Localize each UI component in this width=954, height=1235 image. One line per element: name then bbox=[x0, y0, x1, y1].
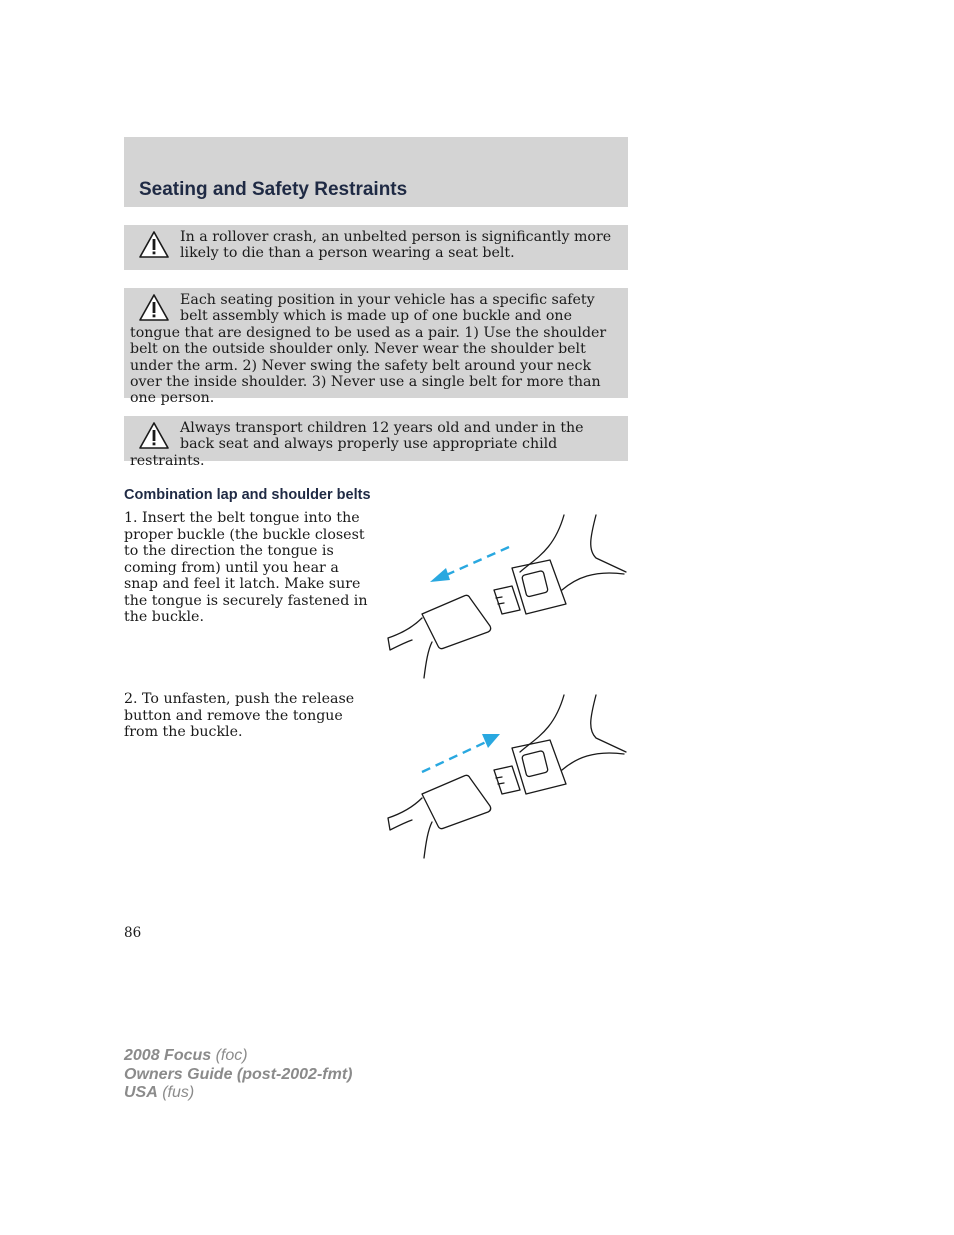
warning-text: Always transport children 12 years old and under in the back seat and always properly use appropriate child restraints. bbox=[130, 420, 584, 469]
lap-belt-strap bbox=[388, 798, 432, 858]
direction-arrow-release bbox=[422, 742, 486, 772]
section-title: Seating and Safety Restraints bbox=[139, 179, 408, 200]
footer-line-market bbox=[124, 1084, 352, 1103]
shoulder-belt-strap bbox=[520, 515, 626, 590]
shoulder-belt-strap bbox=[520, 695, 626, 770]
warning-box-belt-assembly bbox=[124, 288, 628, 407]
footer-market-code: (fus) bbox=[157, 1084, 195, 1101]
lap-belt-strap bbox=[388, 618, 432, 678]
direction-arrow-insert bbox=[444, 547, 509, 576]
footer-model-code: (foc) bbox=[211, 1047, 248, 1064]
warning-triangle-icon bbox=[138, 230, 170, 260]
warning-box-children bbox=[124, 416, 628, 469]
step-unfasten-text: 2. To unfasten, push the release button and remove the tongue from the buckle. bbox=[124, 691, 355, 740]
step-fasten-text: 1. Insert the belt tongue into the proper buckle (the buckle closest to the direction the tongue is coming from) until you hear a snap and feel it latch. Make sure the tongue is securely fastened in the buckle. bbox=[124, 510, 368, 625]
warning-text: Each seating position in your vehicle has a specific safety belt assembly which is made up of one buckle and one tongue that are designed to be used as a pair. 1) Use the shoulder belt on the outside shoulder only. Never wear the shoulder belt under the arm. 2) Never swing the safety belt around your neck over the inside shoulder. 3) Never use a single belt for more than one person. bbox=[130, 292, 607, 407]
footer-market: USA bbox=[124, 1084, 158, 1101]
subsection-heading: Combination lap and shoulder belts bbox=[124, 487, 371, 503]
document-footer bbox=[124, 1047, 352, 1103]
warning-triangle-icon bbox=[138, 421, 170, 451]
warning-box-rollover bbox=[124, 225, 628, 270]
belt-tongue-plate bbox=[422, 775, 491, 828]
buckle-body bbox=[512, 560, 566, 614]
section-header bbox=[124, 137, 628, 207]
warning-text: In a rollover crash, an unbelted person is significantly more likely to die than a person wearing a seat belt. bbox=[180, 229, 612, 262]
belt-fasten-illustration bbox=[384, 510, 634, 682]
footer-guide: Owners Guide (post-2002-fmt) bbox=[124, 1065, 353, 1083]
footer-line-guide bbox=[124, 1066, 352, 1085]
footer-model: 2008 Focus bbox=[124, 1047, 212, 1064]
warning-triangle-icon bbox=[138, 293, 170, 323]
buckle-body bbox=[512, 740, 566, 794]
page-number: 86 bbox=[124, 925, 142, 941]
belt-unfasten-illustration bbox=[384, 690, 634, 862]
belt-tongue-plate bbox=[422, 595, 491, 648]
footer-line-model bbox=[124, 1047, 352, 1066]
